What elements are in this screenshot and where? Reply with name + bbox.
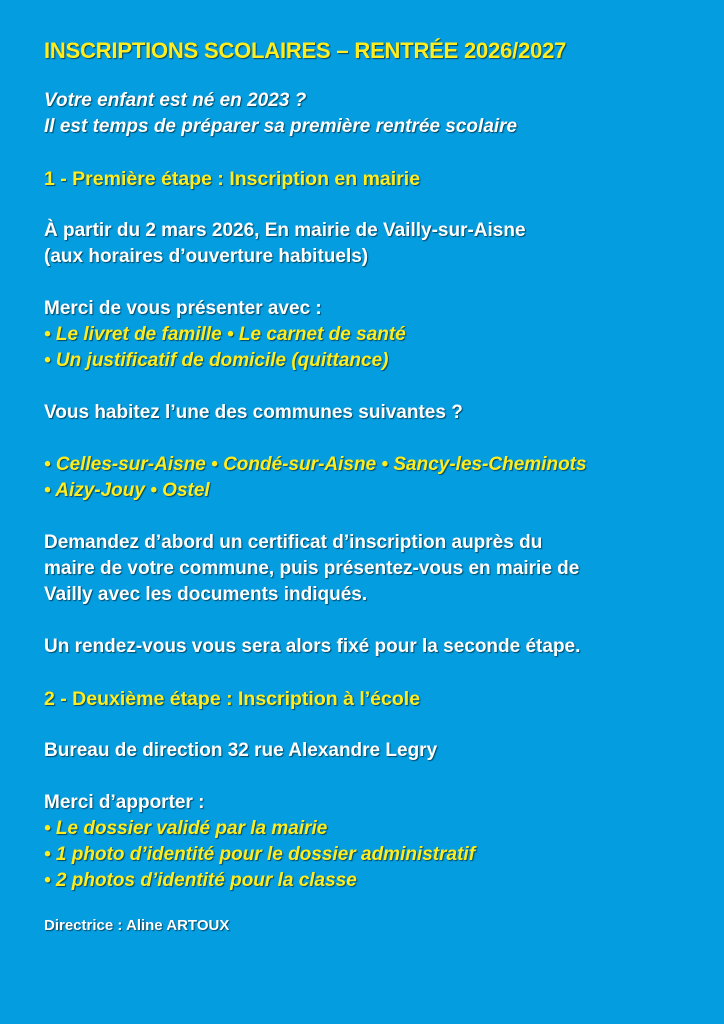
flyer (44, 36, 704, 936)
step1-date-line-2: (aux horaires d’ouverture habituels) (44, 246, 369, 267)
certificate-instructions (44, 530, 704, 608)
step2-bring-item: • Le dossier validé par la mairie (44, 818, 328, 839)
step1-docs-label: Merci de vous présenter avec : (44, 298, 322, 319)
intro (44, 88, 704, 140)
step1-date-line-1: À partir du 2 mars 2026, En mairie de Vailly-sur-Aisne (44, 220, 526, 241)
signature: Directrice : Aline ARTOUX (44, 917, 230, 934)
step2-documents (44, 790, 704, 894)
step2-bring-item: • 2 photos d’identité pour la classe (44, 870, 357, 891)
certificate-line: maire de votre commune, puis présentez-vous en mairie de (44, 558, 580, 579)
communes-list (44, 452, 704, 504)
intro-line-1: Votre enfant est né en 2023 ? (44, 90, 307, 111)
step1-date (44, 218, 704, 270)
step2-bring-item: • 1 photo d’identité pour le dossier administratif (44, 844, 476, 865)
step2-heading: 2 - Deuxième étape : Inscription à l’école (44, 688, 421, 710)
school-address: Bureau de direction 32 rue Alexandre Legry (44, 740, 438, 761)
intro-line-2: Il est temps de préparer sa première rentrée scolaire (44, 116, 518, 137)
commune-line: • Celles-sur-Aisne • Condé-sur-Aisne • Sancy-les-Cheminots (44, 454, 587, 475)
step1-documents (44, 296, 704, 374)
communes-question: Vous habitez l’une des communes suivantes ? (44, 402, 463, 423)
step2-bring-label: Merci d’apporter : (44, 792, 205, 813)
step1-doc-item: • Un justificatif de domicile (quittance) (44, 350, 389, 371)
appointment-note: Un rendez-vous vous sera alors fixé pour la seconde étape. (44, 636, 581, 657)
step1-doc-item: • Le livret de famille • Le carnet de santé (44, 324, 406, 345)
certificate-line: Vailly avec les documents indiqués. (44, 584, 368, 605)
commune-line: • Aizy-Jouy • Ostel (44, 480, 210, 501)
step1-heading: 1 - Première étape : Inscription en mairie (44, 168, 421, 190)
certificate-line: Demandez d’abord un certificat d’inscription auprès du (44, 532, 543, 553)
page-title: INSCRIPTIONS SCOLAIRES – RENTRÉE 2026/2027 (44, 38, 567, 63)
